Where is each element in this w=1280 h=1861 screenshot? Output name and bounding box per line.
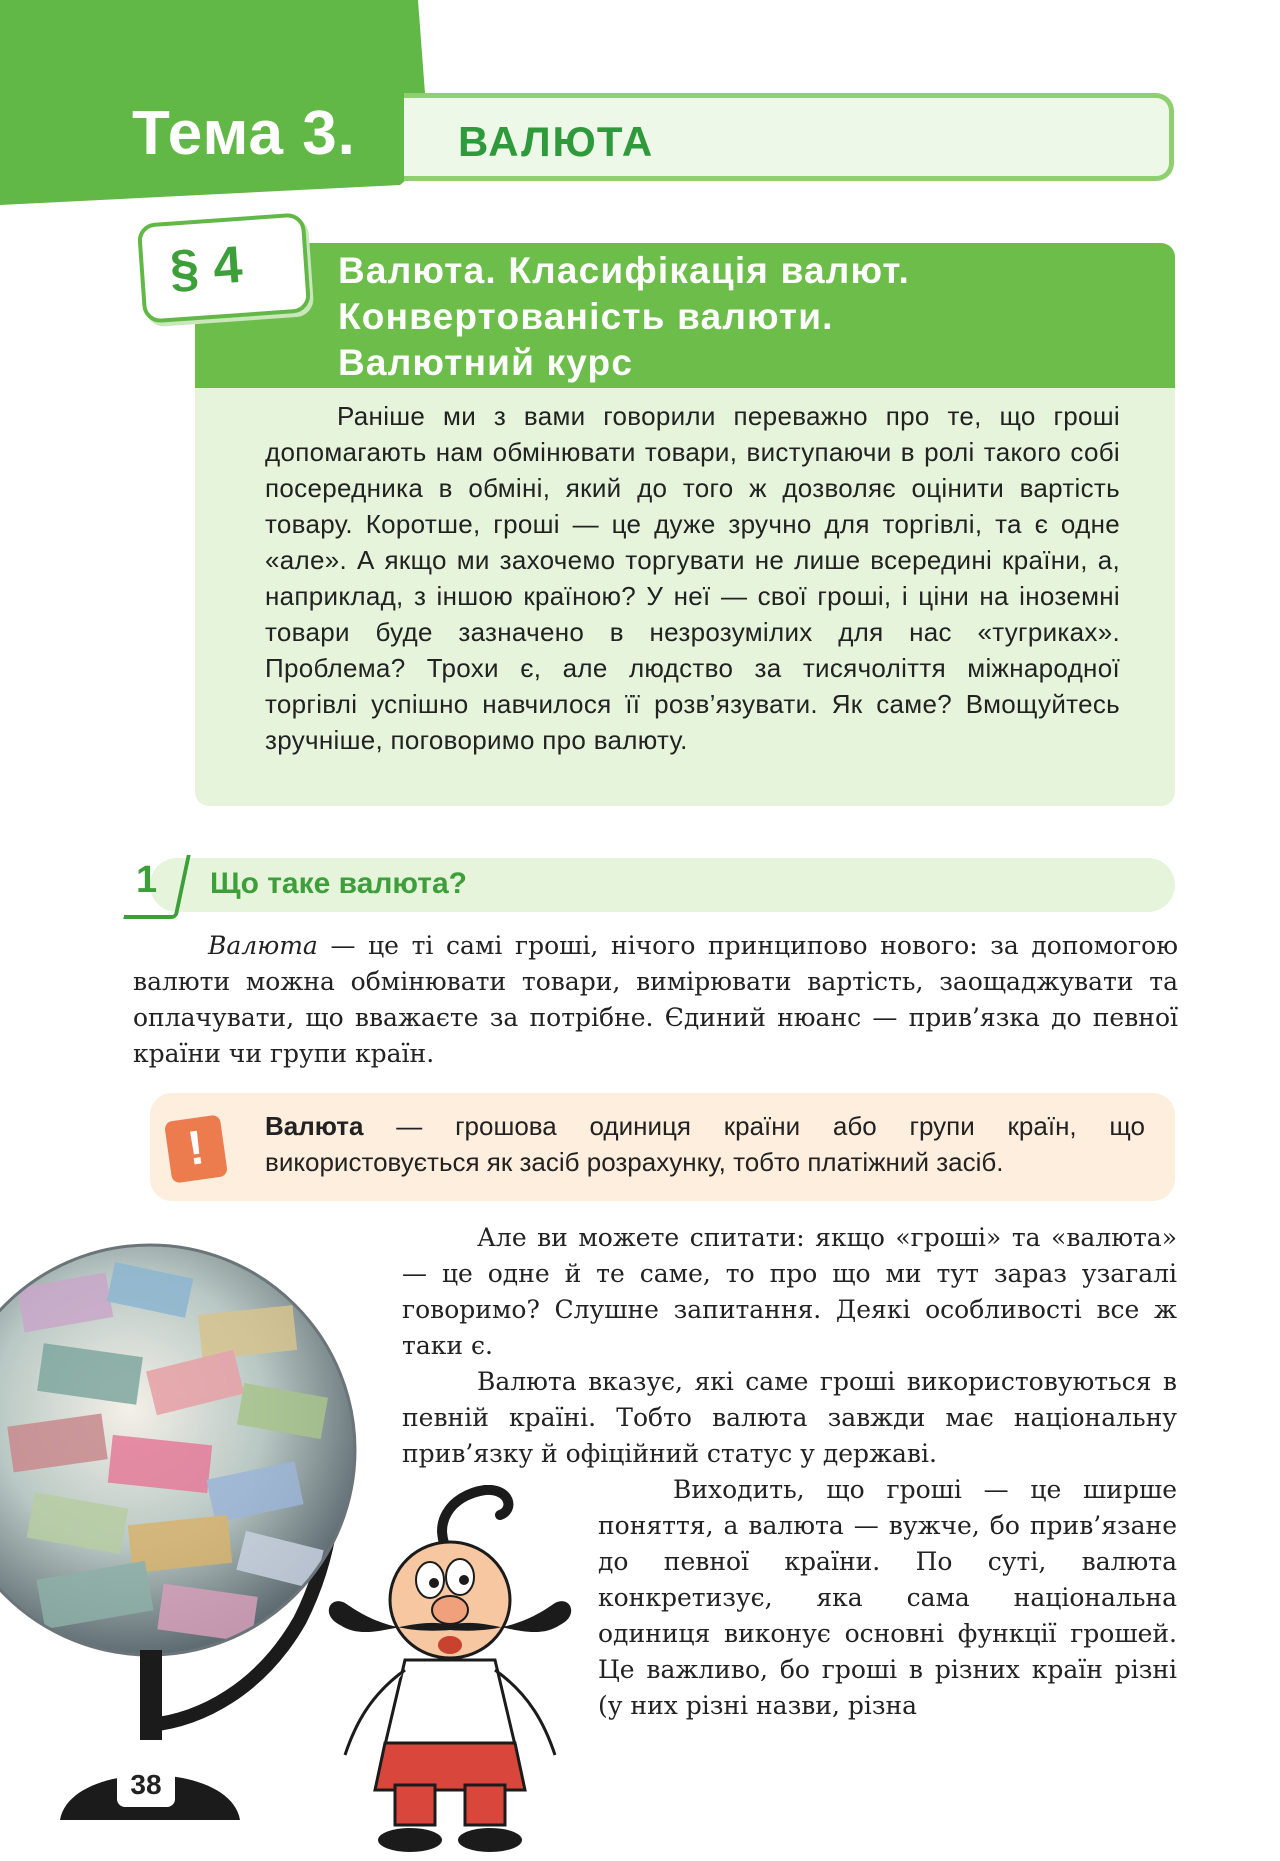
topic-title: ВАЛЮТА [458,118,655,165]
paragraph-title-line-3: Валютний курс [338,342,634,383]
paragraph-title-line-1: Валюта. Класифікація валют. [338,250,910,291]
section-paragraph-2: Але ви можете спитати: якщо «гроші» та «валюта» — це одне й те саме, то про що ми тут зараз узагалі говоримо? Слушне запитання. Деякі особливості все ж таки є. [402,1223,1177,1360]
paragraph-number: § 4 [167,235,245,299]
paragraph-1-text: — це ті самі гроші, нічого принципово нового: за допомогою валюти можна обмінювати товари, вимірювати вартість, заощаджувати та оплачувати, що вважаєте за потрібне. Єдиний нюанс — прив’язка до певної країни чи групи країн. [133,931,1178,1068]
definition-body: — грошова одиниця країни або групи країн, що використовується як засіб розрахунку, тобто платіжний засіб. [265,1111,1145,1177]
topic-label: Тема 3. [132,99,356,168]
exclamation-icon: ! [164,1114,228,1183]
intro-text: Раніше ми з вами говорили переважно про те, що гроші допомагають нам обмінювати товари, виступаючи в ролі такого собі посередника в обміні, який до того ж дозволяє оцінити вартість товару. Коротше, гроші — це дуже зручно для торгівлі, та є одне «але». А якщо ми захочемо торгувати не лише всередині країни, а, наприклад, з іншою країною? У неї — свої гроші, і ціни на іноземні товари буде зазначено в незрозумілих для нас «тугриках». Проблема? Трохи є, але людство за тисячоліття міжнародної торгівлі успішно навчилося її розв’язувати. Як саме? Вмощуйтесь зручніше, поговоримо про валюту. [265,401,1120,755]
definition-term: Валюта [265,1111,364,1141]
section-paragraph-3: Валюта вказує, які саме гроші використовуються в певній країні. Тобто валюта завжди має національну прив’язку й офіційний статус у державі. [402,1367,1177,1468]
section-paragraph-4: Виходить, що гроші — це ширше поняття, а валюта — вужче, бо прив’язане до певної країни. По суті, валюта конкретизує, яка сама національна одиниця виконує основні функції грошей. Це важливо, бо гроші в різних країн різні (у них різні назви, різна [598,1475,1177,1720]
section-title: Що таке валюта? [210,867,468,900]
paragraph-title-line-2: Конвертованість валюти. [338,296,834,337]
paragraph-badge [137,212,312,323]
cossack-character-illustration [300,1485,600,1855]
definition-text [265,1108,1145,1180]
section-paragraph-1 [133,928,1178,1072]
section-number: 1 [136,859,158,901]
term-italic: Валюта [208,931,318,960]
page-number: 38 [117,1763,175,1807]
